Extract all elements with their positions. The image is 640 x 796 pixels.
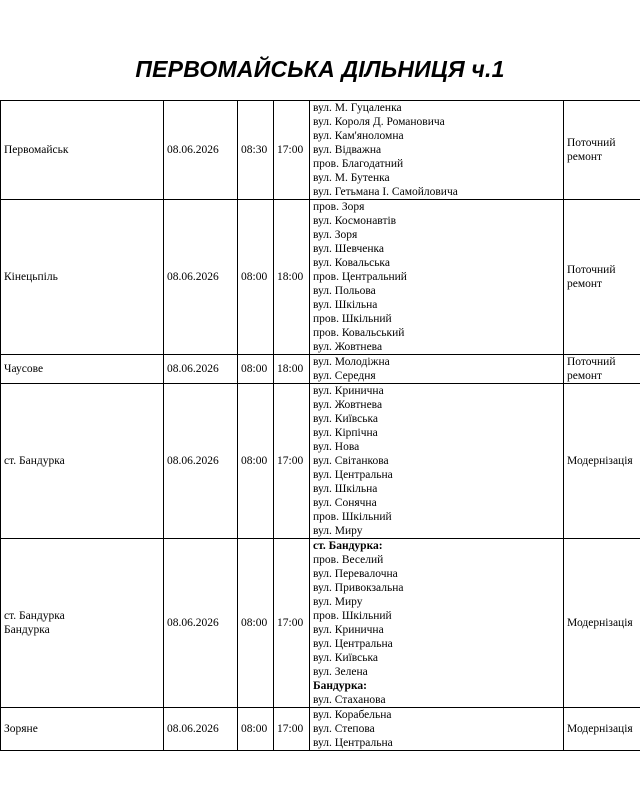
end-time-cell: 18:00 (274, 200, 310, 355)
street-group-heading: ст. Бандурка: (313, 540, 383, 552)
location-cell (1, 355, 164, 384)
work-type-cell (564, 384, 640, 539)
page-title: ПЕРВОМАЙСЬКА ДІЛЬНИЦЯ ч.1 (135, 56, 505, 82)
work-type-cell (564, 708, 640, 751)
street-name: вул. Нова (313, 441, 360, 453)
street-name: вул. Польова (313, 285, 376, 297)
street-name: вул. Корабельна (313, 709, 392, 721)
work-type-label: Модернізація (567, 455, 633, 467)
street-name: вул. Кам'яноломна (313, 130, 404, 142)
street-name: вул. Київська (313, 413, 379, 425)
table-row (1, 101, 640, 200)
street-name: пров. Веселий (313, 554, 384, 566)
location-cell (1, 101, 164, 200)
street-name: вул. Космонавтів (313, 215, 397, 227)
street-name: вул. Середня (313, 370, 376, 382)
street-name: вул. Київська (313, 652, 379, 664)
street-name: вул. Сонячна (313, 497, 377, 509)
street-name: вул. Молодіжна (313, 356, 390, 368)
start-time-cell: 08:00 (238, 384, 274, 539)
start-time-cell: 08:00 (238, 539, 274, 708)
outage-schedule-table (0, 100, 640, 751)
location-name: Кінецьпіль (4, 271, 58, 283)
work-type-cell (564, 200, 640, 355)
streets-cell (310, 200, 564, 355)
street-name: пров. Благодатний (313, 158, 404, 170)
location-name: ст. Бандурка (4, 455, 65, 467)
streets-cell (310, 355, 564, 384)
street-name: пров. Шкільний (313, 610, 392, 622)
street-name: вул. Короля Д. Романовича (313, 116, 445, 128)
street-name: вул. Ковальська (313, 257, 390, 269)
start-time-cell: 08:30 (238, 101, 274, 200)
work-type-label: Поточний (567, 356, 616, 368)
streets-cell (310, 708, 564, 751)
location-name: Первомайськ (4, 144, 69, 156)
street-name: вул. Центральна (313, 737, 393, 749)
end-time-cell: 17:00 (274, 101, 310, 200)
location-name: Бандурка (4, 624, 50, 636)
street-name: вул. Центральна (313, 469, 393, 481)
street-name: вул. Кірпічна (313, 427, 378, 439)
work-type-cell (564, 101, 640, 200)
table-row (1, 708, 640, 751)
work-type-label: Поточний (567, 137, 616, 149)
street-name: вул. Світанкова (313, 455, 389, 467)
street-name: вул. Зоря (313, 229, 358, 241)
street-name: вул. Жовтнева (313, 341, 383, 353)
street-name: вул. Миру (313, 525, 363, 537)
end-time-cell: 17:00 (274, 384, 310, 539)
street-name: вул. Відважна (313, 144, 382, 156)
location-name: Чаусове (4, 363, 44, 375)
date-cell: 08.06.2026 (164, 101, 238, 200)
location-cell (1, 708, 164, 751)
work-type-label: Поточний (567, 264, 616, 276)
location-cell (1, 539, 164, 708)
end-time-cell: 17:00 (274, 708, 310, 751)
work-type-label: ремонт (567, 370, 603, 382)
streets-cell (310, 384, 564, 539)
table-row (1, 200, 640, 355)
street-name: вул. Жовтнева (313, 399, 383, 411)
street-group-heading: Бандурка: (313, 680, 367, 692)
start-time-cell: 08:00 (238, 200, 274, 355)
table-row (1, 539, 640, 708)
streets-cell (310, 539, 564, 708)
location-name: ст. Бандурка (4, 610, 65, 622)
street-name: пров. Шкільний (313, 313, 392, 325)
street-name: вул. Кринична (313, 624, 384, 636)
end-time-cell: 18:00 (274, 355, 310, 384)
street-name: вул. Шкільна (313, 483, 378, 495)
street-name: вул. Привокзальна (313, 582, 404, 594)
work-type-label: Модернізація (567, 723, 633, 735)
end-time-cell: 17:00 (274, 539, 310, 708)
street-name: вул. М. Бутенка (313, 172, 390, 184)
work-type-label: Модернізація (567, 617, 633, 629)
street-name: пров. Шкільний (313, 511, 392, 523)
work-type-label: ремонт (567, 278, 603, 290)
start-time-cell: 08:00 (238, 708, 274, 751)
work-type-label: ремонт (567, 151, 603, 163)
street-name: вул. Степова (313, 723, 375, 735)
street-name: вул. Миру (313, 596, 363, 608)
street-name: пров. Ковальський (313, 327, 405, 339)
start-time-cell: 08:00 (238, 355, 274, 384)
table-row (1, 355, 640, 384)
work-type-cell (564, 355, 640, 384)
street-name: вул. Шевченка (313, 243, 385, 255)
street-name: вул. Гетьмана І. Самойловича (313, 186, 458, 198)
street-name: вул. Шкільна (313, 299, 378, 311)
date-cell: 08.06.2026 (164, 384, 238, 539)
street-name: вул. Перевалочна (313, 568, 398, 580)
location-cell (1, 200, 164, 355)
location-name: Зоряне (4, 723, 38, 735)
date-cell: 08.06.2026 (164, 355, 238, 384)
street-name: пров. Центральний (313, 271, 407, 283)
street-name: вул. Центральна (313, 638, 393, 650)
street-name: вул. Стаханова (313, 694, 386, 706)
work-type-cell (564, 539, 640, 708)
location-cell (1, 384, 164, 539)
street-name: вул. М. Гуцаленка (313, 102, 402, 114)
date-cell: 08.06.2026 (164, 708, 238, 751)
street-name: пров. Зоря (313, 201, 365, 213)
date-cell: 08.06.2026 (164, 200, 238, 355)
table-row (1, 384, 640, 539)
date-cell: 08.06.2026 (164, 539, 238, 708)
street-name: вул. Кринична (313, 385, 384, 397)
streets-cell (310, 101, 564, 200)
street-name: вул. Зелена (313, 666, 368, 678)
